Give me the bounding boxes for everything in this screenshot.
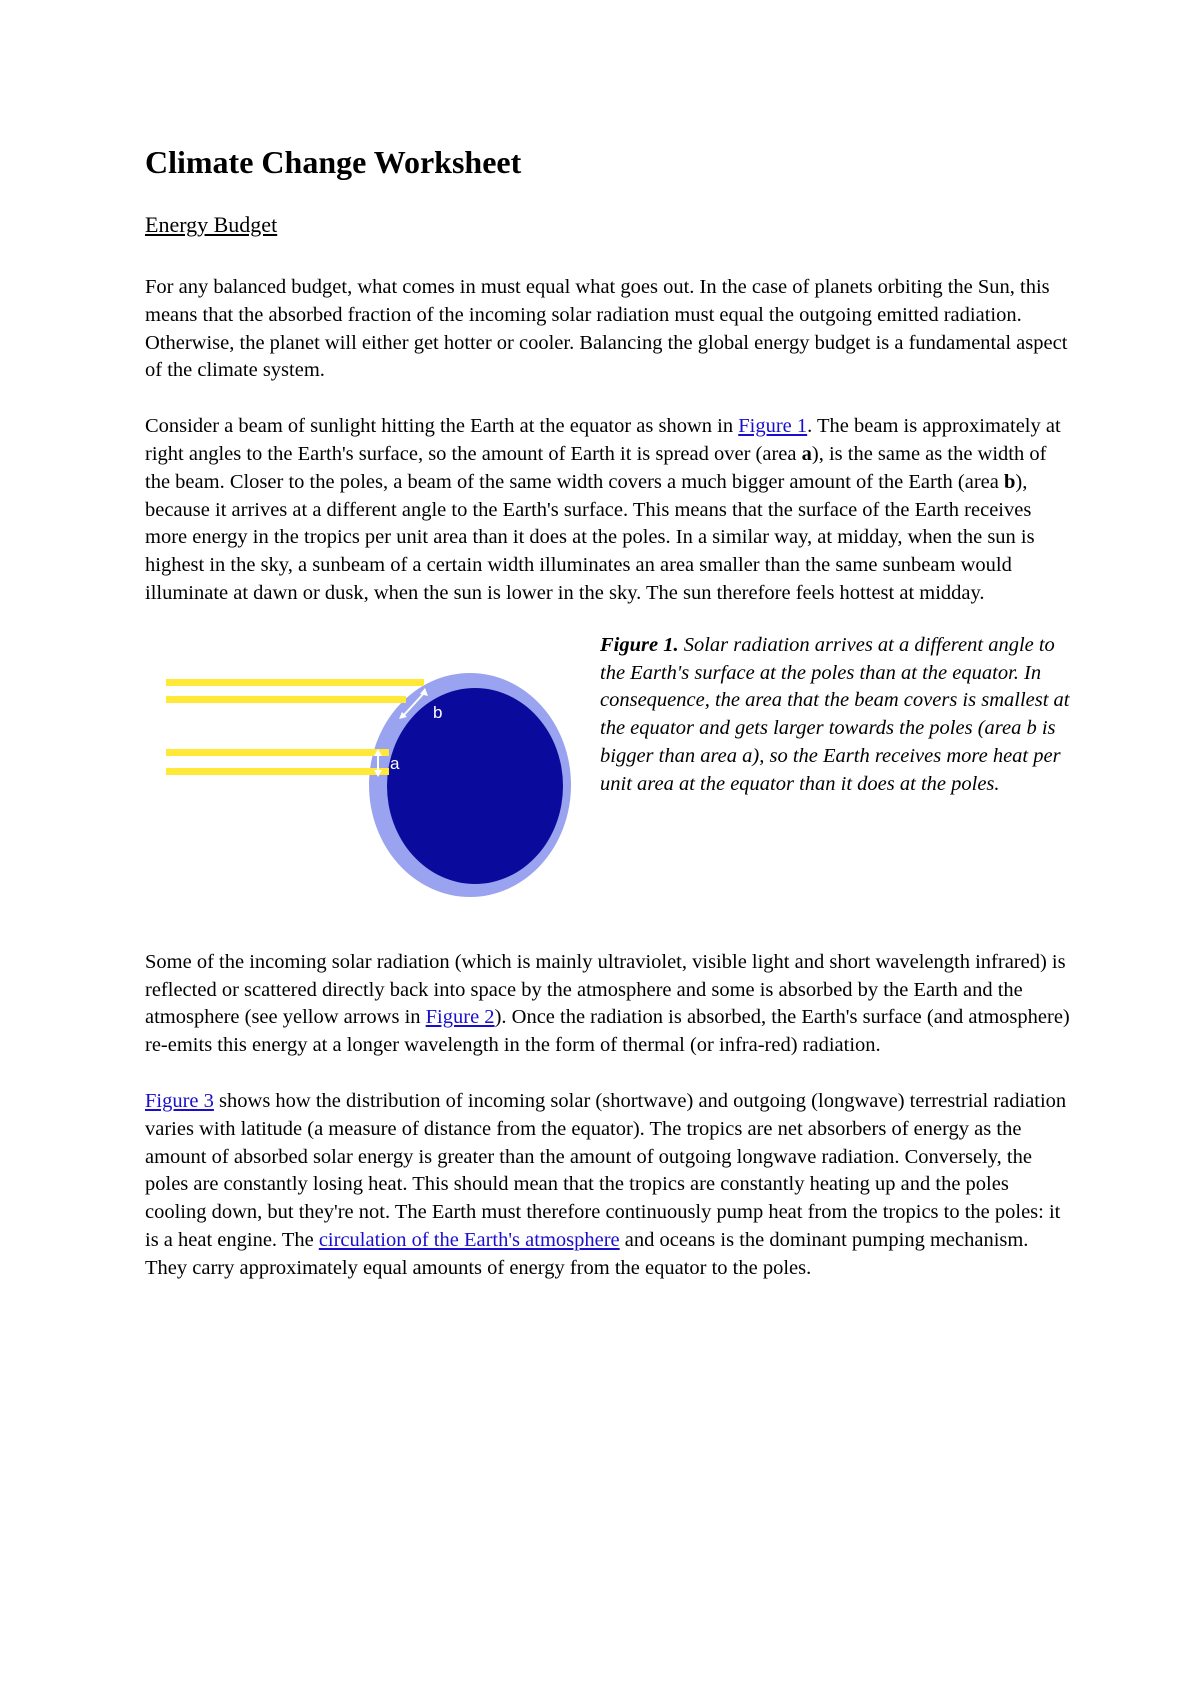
paragraph-text: and oceans is the dominant pumping mechanism. They carry approximately equal amounts of energy from the equator to the poles. bbox=[145, 1228, 1029, 1279]
paragraph-text: ), because it arrives at a different angle to the Earth's surface. This means that the surface of the Earth receives more energy in the tropics per unit area than it does at the poles. In a similar way, at midday, when the sun is highest in the sky, a sunbeam of a certain width illuminates an area smaller than the same sunbeam would illuminate at dawn or dusk, when the sun is lower in the sky. The sun therefore feels hottest at midday. bbox=[145, 470, 1035, 604]
figure1-caption bbox=[600, 632, 1070, 799]
equator-beam-lower bbox=[166, 768, 389, 775]
paragraph-text: Some of the incoming solar radiation (which is mainly ultraviolet, visible light and short wavelength infrared) is reflected or scattered directly back into space by the atmosphere and some is absorbed by the Earth and the atmosphere (see yellow arrows in bbox=[145, 950, 1066, 1029]
equator-beam-upper bbox=[166, 749, 389, 756]
document-page bbox=[145, 140, 1070, 1311]
paragraph-text: Consider a beam of sunlight hitting the Earth at the equator as shown in bbox=[145, 415, 739, 438]
circulation-link[interactable]: circulation of the Earth's atmosphere bbox=[318, 1228, 620, 1251]
earth-disc bbox=[387, 688, 563, 884]
figure3-link[interactable]: Figure 3 bbox=[145, 1089, 214, 1112]
label-b: b bbox=[433, 702, 443, 722]
polar-beam-upper bbox=[166, 679, 424, 686]
figure1-caption-label: Figure 1. bbox=[600, 633, 679, 656]
paragraph-text: . The beam is approximately at right angles to the Earth's surface, so the amount of Earth it is spread over (area bbox=[145, 415, 1061, 465]
figure1-diagram bbox=[166, 668, 571, 903]
label-a: a bbox=[390, 753, 400, 773]
paragraph-sunbeam bbox=[145, 413, 1070, 608]
paragraph-text: shows how the distribution of incoming solar (shortwave) and outgoing (longwave) terrestrial radiation varies with latitude (a measure of distance from the equator). The tropics are net absorbers of energy as the amount of absorbed solar energy is greater than the amount of outgoing longwave radiation. Conversely, the poles are constantly losing heat. This should mean that the tropics are constantly heating up and the poles cooling down, but they're not. The Earth must therefore continuously pump heat from the tropics to the poles: it is a heat engine. The bbox=[145, 1089, 1067, 1251]
paragraph-text: ), is the same as the width of the beam. Closer to the poles, a beam of the same width covers a much bigger amount of the Earth (area bbox=[145, 442, 1047, 493]
paragraph-incoming-radiation bbox=[145, 949, 1070, 1060]
figure1-link[interactable]: Figure 1 bbox=[738, 415, 808, 438]
figure2-link[interactable]: Figure 2 bbox=[425, 1006, 495, 1029]
paragraph-latitude-distribution bbox=[145, 1088, 1070, 1283]
page-title: Climate Change Worksheet bbox=[145, 144, 522, 180]
figure1-caption-text: Solar radiation arrives at a different angle to the Earth's surface at the poles than at the equator. In consequence, the area that the beam covers is smallest at the equator and gets larger towards the poles (area b is bigger than area a), so the Earth receives more heat per unit area at the equator than it does at the poles. bbox=[600, 633, 1070, 795]
bold-area-b: b bbox=[1004, 470, 1016, 493]
figure1 bbox=[145, 633, 1070, 931]
paragraph-text: ). Once the radiation is absorbed, the Earth's surface (and atmosphere) re-emits this energy at a longer wavelength in the form of thermal (or infra-red) radiation. bbox=[145, 1006, 1070, 1057]
polar-beam-lower bbox=[166, 696, 406, 703]
bold-area-a: a bbox=[801, 442, 812, 465]
section-heading: Energy Budget bbox=[145, 212, 278, 237]
paragraph-energy-budget: For any balanced budget, what comes in must equal what goes out. In the case of planets orbiting the Sun, this means that the absorbed fraction of the incoming solar radiation must equal the outgoing emitted radiation. Otherwise, the planet will either get hotter or cooler. Balancing the global energy budget is a fundamental aspect of the climate system. bbox=[145, 276, 1068, 382]
